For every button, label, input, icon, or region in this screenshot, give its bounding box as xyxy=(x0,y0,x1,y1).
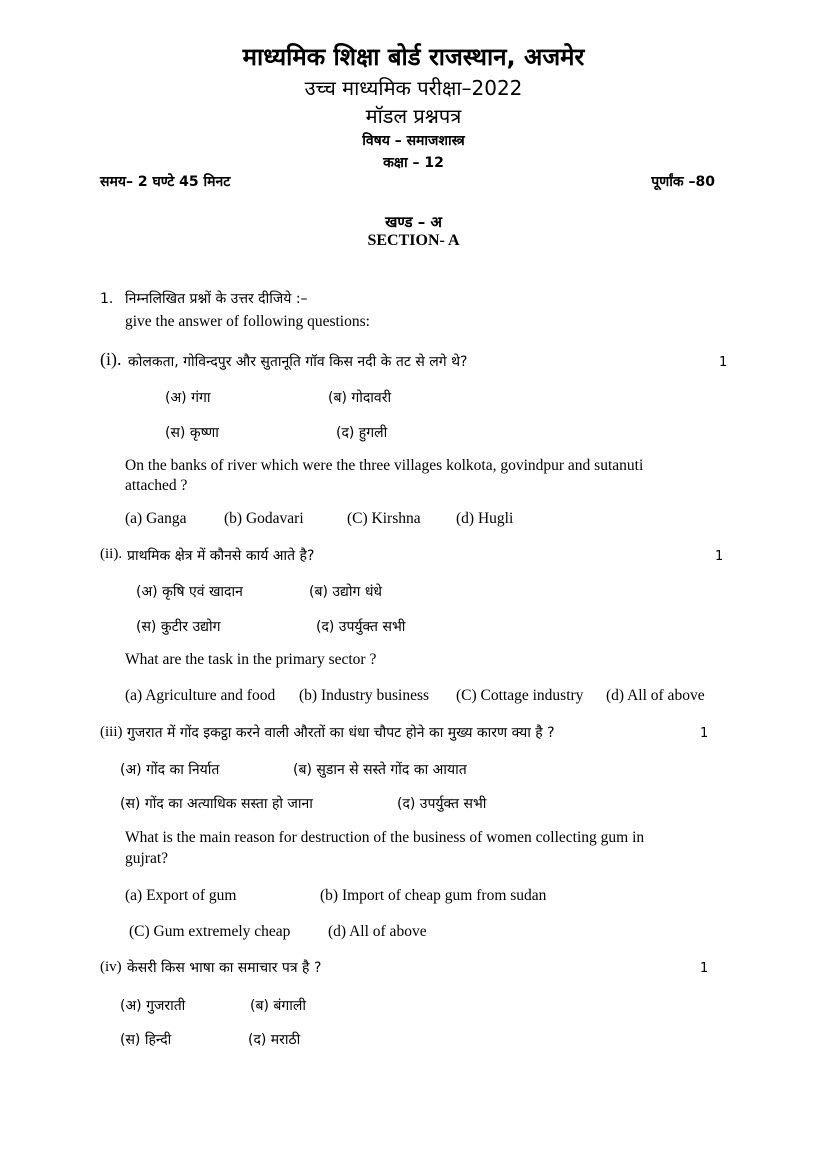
option-b-hindi: (ब) गोदावरी xyxy=(328,390,392,406)
option-a-english: (a) Ganga xyxy=(125,510,187,527)
option-d-english: (d) Hugli xyxy=(456,510,514,527)
question-text-hindi: केसरी किस भाषा का समाचार पत्र है ? xyxy=(127,960,322,976)
question-marks: 1 xyxy=(719,355,728,370)
option-b-hindi: (ब) बंगाली xyxy=(250,998,306,1014)
question-text-english-cont: gujrat? xyxy=(125,850,169,867)
option-c-hindi: (स) कुटीर उद्योग xyxy=(136,619,221,635)
question-text-english: On the banks of river which were the three villages kolkota, govindpur and sutanuti xyxy=(125,457,644,474)
option-b-hindi: (ब) उद्योग धंधे xyxy=(309,584,383,600)
option-c-english: (C) Gum extremely cheap xyxy=(129,923,291,940)
question-marks: 1 xyxy=(715,549,724,564)
option-a-english: (a) Agriculture and food xyxy=(125,687,276,704)
option-b-english: (b) Godavari xyxy=(224,510,304,527)
exam-title: उच्च माध्यमिक परीक्षा–2022 xyxy=(304,76,523,100)
option-d-hindi: (द) हुगली xyxy=(336,425,388,441)
question-text-english-cont: attached ? xyxy=(125,477,188,494)
option-d-hindi: (द) उपर्युक्त सभी xyxy=(397,796,487,812)
option-c-english: (C) Kirshna xyxy=(347,510,421,527)
question-marks: 1 xyxy=(700,961,709,976)
class-line: कक्षा – 12 xyxy=(383,155,444,171)
q1-number: 1. xyxy=(100,291,114,307)
question-marks: 1 xyxy=(700,726,709,741)
paper-title: मॉडल प्रश्नपत्र xyxy=(365,104,462,128)
option-b-english: (b) Industry business xyxy=(299,687,430,704)
question-number: (iii) xyxy=(100,724,123,740)
option-d-hindi: (द) उपर्युक्त सभी xyxy=(316,619,406,635)
option-d-english: (d) All of above xyxy=(328,923,427,940)
option-c-hindi: (स) गोंद का अत्याधिक सस्ता हो जाना xyxy=(120,796,313,812)
section-hindi: खण्ड – अ xyxy=(385,213,442,231)
board-title: माध्यमिक शिक्षा बोर्ड राजस्थान, अजमेर xyxy=(242,43,585,71)
question-number: (ii). xyxy=(100,546,123,562)
section-english: SECTION- A xyxy=(367,232,460,249)
question-number: (iv) xyxy=(100,959,122,975)
q1-instruction-english: give the answer of following questions: xyxy=(125,313,370,330)
question-text-hindi: कोलकता, गोविन्दपुर और सुतानूति गॉव किस नदी के तट से लगे थे? xyxy=(128,354,468,370)
option-c-english: (C) Cottage industry xyxy=(456,687,584,704)
question-text-hindi: गुजरात में गोंद इकट्ठा करने वाली औरतों का धंधा चौपट होने का मुख्य कारण क्या है ? xyxy=(127,725,555,741)
option-b-hindi: (ब) सुडान से सस्ते गोंद का आयात xyxy=(293,762,467,778)
option-d-hindi: (द) मराठी xyxy=(248,1032,301,1048)
option-a-hindi: (अ) गुजराती xyxy=(120,998,186,1014)
question-text-english: What is the main reason for destruction of the business of women collecting gum in xyxy=(125,829,645,846)
option-c-hindi: (स) हिन्दी xyxy=(120,1032,172,1048)
option-c-hindi: (स) कृष्णा xyxy=(165,425,219,441)
option-a-hindi: (अ) गंगा xyxy=(165,390,211,406)
question-number: (i). xyxy=(100,349,122,369)
time-allowed: समय– 2 घण्टे 45 मिनट xyxy=(100,174,231,190)
max-marks: पूर्णांक –80 xyxy=(651,174,715,190)
subject-line: विषय – समाजशास्त्र xyxy=(362,133,465,149)
q1-instruction-hindi: निम्नलिखित प्रश्नों के उत्तर दीजिये :– xyxy=(125,291,308,307)
option-d-english: (d) All of above xyxy=(606,687,705,704)
option-a-english: (a) Export of gum xyxy=(125,887,237,904)
option-b-english: (b) Import of cheap gum from sudan xyxy=(320,887,547,904)
question-text-english: What are the task in the primary sector ? xyxy=(125,651,377,668)
question-text-hindi: प्राथमिक क्षेत्र में कौनसे कार्य आते है? xyxy=(127,548,315,564)
option-a-hindi: (अ) गोंद का निर्यात xyxy=(120,762,220,778)
option-a-hindi: (अ) कृषि एवं खादान xyxy=(136,584,243,600)
